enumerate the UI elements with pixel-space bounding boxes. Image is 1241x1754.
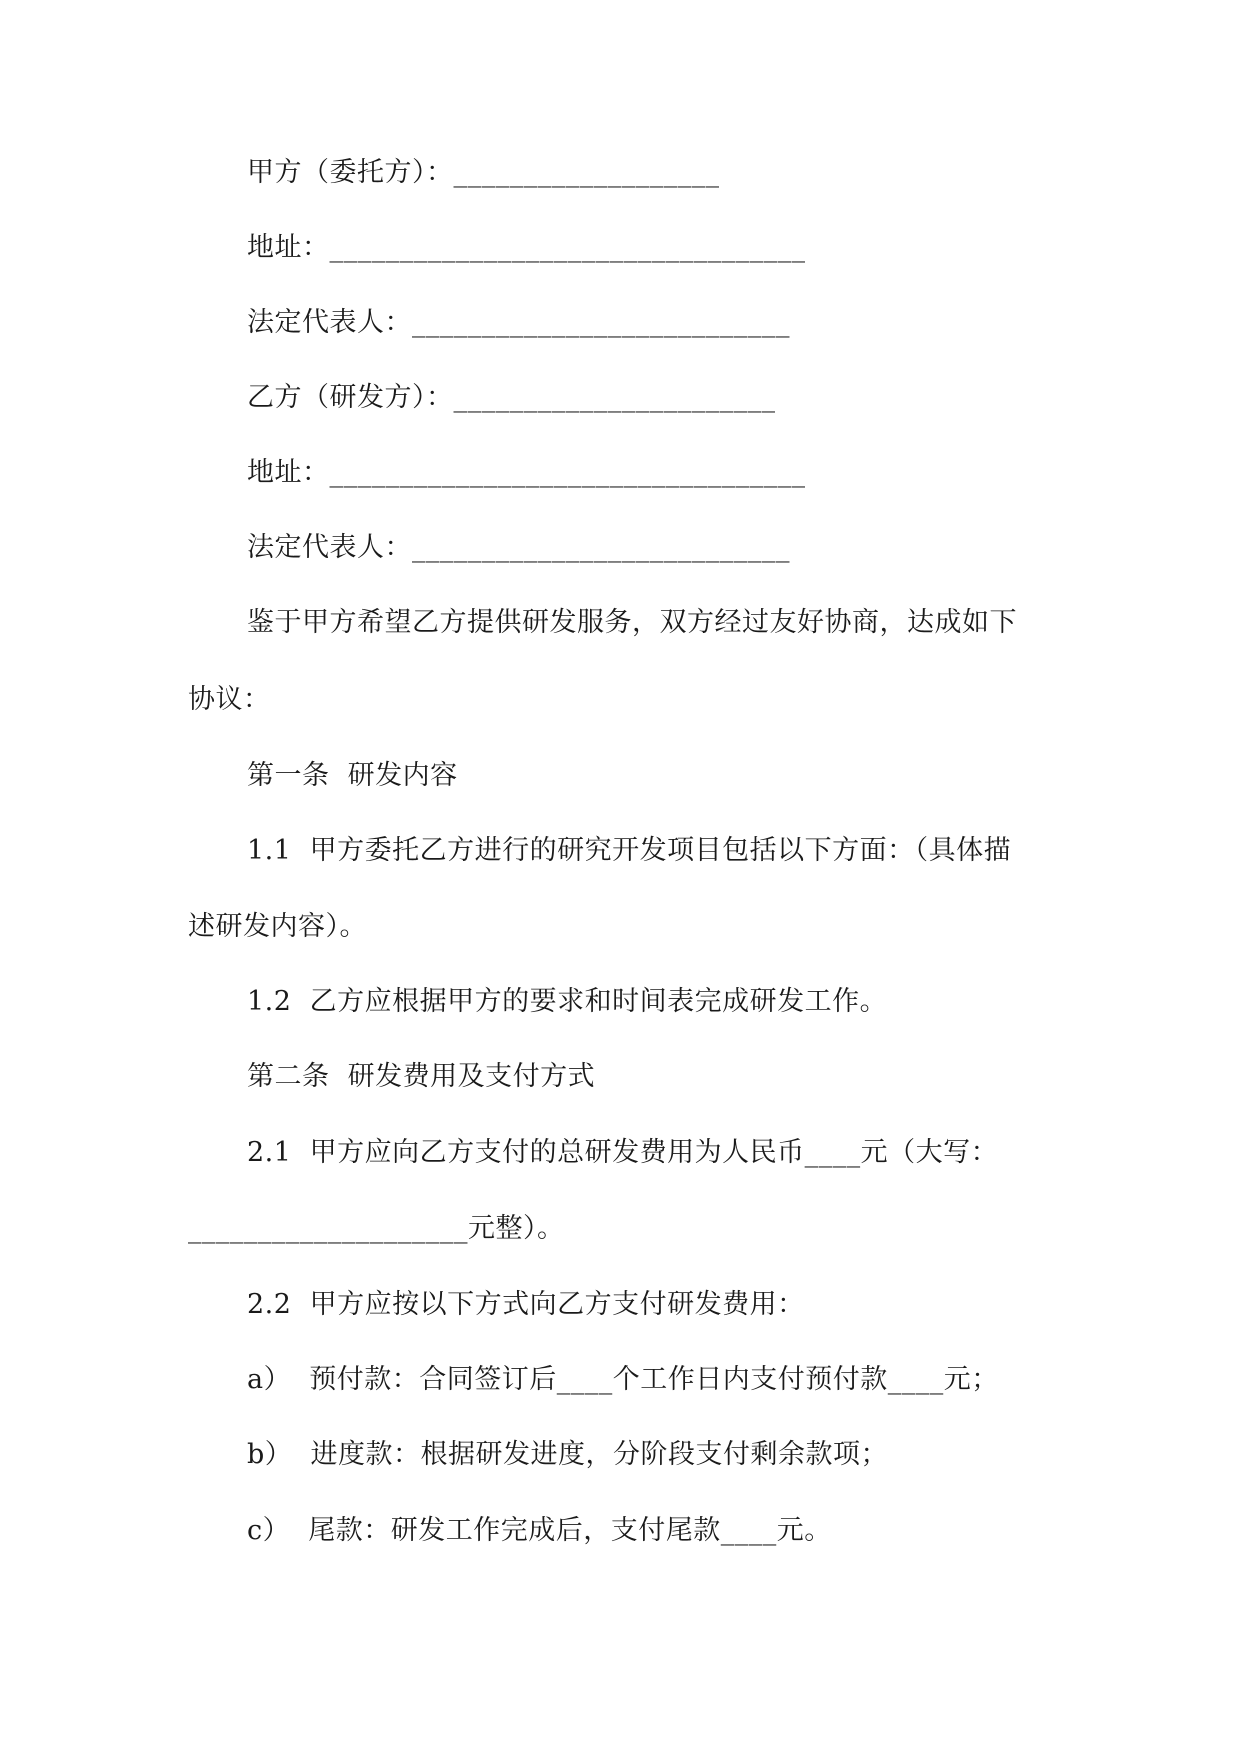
- clause-2-2: 2.2 甲方应按以下方式向乙方支付研发费用：: [247, 1289, 805, 1320]
- preamble-line-2: 协议：: [188, 684, 271, 715]
- article-2-heading: 第二条 研发费用及支付方式: [247, 1061, 596, 1092]
- party-a-representative-line: 法定代表人：___________________________: [247, 307, 790, 338]
- payment-item-c: c） 尾款：研发工作完成后，支付尾款____元。: [247, 1515, 832, 1546]
- party-b-representative-line: 法定代表人：___________________________: [247, 532, 790, 563]
- clause-1-1-line-2: 述研发内容）。: [188, 911, 367, 942]
- clause-2-1-line-1: 2.1 甲方应向乙方支付的总研发费用为人民币____元（大写：: [247, 1137, 999, 1168]
- party-a-address-line: 地址：__________________________________: [247, 232, 806, 263]
- clause-1-1-line-1: 1.1 甲方委托乙方进行的研究开发项目包括以下方面：（具体描: [247, 835, 1012, 866]
- party-a-line: 甲方（委托方）：___________________: [247, 157, 720, 188]
- clause-2-1-line-2: ____________________元整）。: [188, 1213, 565, 1244]
- party-b-address-line: 地址：__________________________________: [247, 457, 806, 488]
- party-b-line: 乙方（研发方）：_______________________: [247, 382, 776, 413]
- preamble-line-1: 鉴于甲方希望乙方提供研发服务，双方经过友好协商，达成如下: [247, 607, 1017, 638]
- payment-item-a: a） 预付款：合同签订后____个工作日内支付预付款____元；: [247, 1364, 999, 1395]
- payment-item-b: b） 进度款：根据研发进度，分阶段支付剩余款项；: [247, 1439, 888, 1470]
- article-1-heading: 第一条 研发内容: [247, 760, 458, 791]
- clause-1-2: 1.2 乙方应根据甲方的要求和时间表完成研发工作。: [247, 986, 888, 1017]
